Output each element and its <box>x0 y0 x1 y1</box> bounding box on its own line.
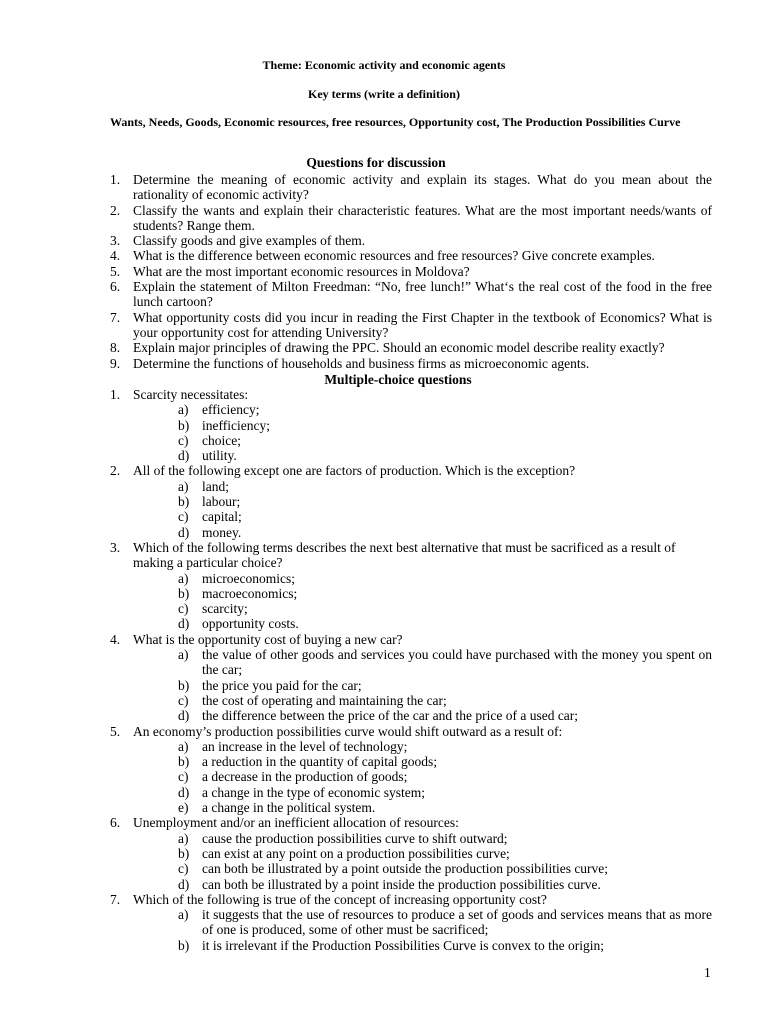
mcq-option-text: can exist at any point on a production possibilities curve; <box>202 845 510 861</box>
mcq-question-text: All of the following except one are factors of production. Which is the exception? <box>133 463 576 479</box>
mcq-question <box>110 815 712 891</box>
mcq-options <box>133 831 712 892</box>
mcq-option-text: the cost of operating and maintaining the car; <box>202 692 447 708</box>
discussion-item-number: 6. <box>110 279 121 295</box>
mcq-option-text: a reduction in the quantity of capital goods; <box>202 754 438 770</box>
mcq-option-letter: d) <box>178 616 190 632</box>
mcq-options <box>133 571 712 632</box>
mcq-option-letter: d) <box>178 876 190 892</box>
mcq-option <box>178 525 712 540</box>
mcq-question-text: An economy’s production possibilities curve would shift outward as a result of: <box>133 723 563 739</box>
mcq-option <box>178 846 712 861</box>
mcq-option-letter: d) <box>178 784 190 800</box>
mcq-option-text: scarcity; <box>202 601 248 617</box>
mcq-question-number: 5. <box>110 723 121 739</box>
mcq-heading: Multiple-choice questions <box>324 372 472 387</box>
discussion-heading: Questions for discussion <box>306 155 446 170</box>
discussion-item <box>110 248 712 263</box>
discussion-item <box>110 356 712 371</box>
discussion-item-text: Explain the statement of Milton Freedman: “No, free lunch!” What‘s the real cost of the food in the free lunch cartoon? <box>133 279 712 310</box>
mcq-option-letter: a) <box>178 738 189 754</box>
mcq-option <box>178 800 712 815</box>
mcq-option-text: a change in the type of economic system; <box>202 784 426 800</box>
key-terms-heading: Key terms (write a definition) <box>308 87 460 101</box>
discussion-item <box>110 279 712 310</box>
key-terms-list: Wants, Needs, Goods, Economic resources, free resources, Opportunity cost, The Production Possibilities Curve <box>110 115 681 129</box>
discussion-item-text: Determine the functions of households and business firms as microeconomic agents. <box>133 355 590 371</box>
mcq-option-letter: d) <box>178 524 190 540</box>
mcq-option-letter: c) <box>178 769 189 785</box>
discussion-item-number: 1. <box>110 172 121 187</box>
discussion-item-number: 4. <box>110 248 121 264</box>
mcq-option-text: a decrease in the production of goods; <box>202 769 408 785</box>
mcq-option <box>178 479 712 494</box>
mcq-question <box>110 387 712 463</box>
mcq-option-text: the value of other goods and services you could have purchased with the money you spent on the car; <box>202 647 712 678</box>
mcq-question-text: What is the opportunity cost of buying a new car? <box>133 631 403 647</box>
discussion-item <box>110 310 712 341</box>
mcq-option <box>178 571 712 586</box>
mcq-option-letter: c) <box>178 509 189 525</box>
mcq-option <box>178 708 712 723</box>
discussion-item-text: Determine the meaning of economic activity and explain its stages. What do you mean about the rationality of economic activity? <box>133 172 712 203</box>
discussion-item <box>110 203 712 234</box>
mcq-option <box>178 494 712 509</box>
mcq-question-text: Which of the following is true of the concept of increasing opportunity cost? <box>133 891 547 907</box>
mcq-question <box>110 463 712 539</box>
mcq-option-letter: b) <box>178 937 190 953</box>
mcq-option <box>178 586 712 601</box>
mcq-option-text: capital; <box>202 509 242 525</box>
mcq-option <box>178 448 712 463</box>
discussion-item-text: What is the difference between economic resources and free resources? Give concrete examples. <box>133 248 655 264</box>
mcq-question-number: 3. <box>110 539 121 555</box>
mcq-option-letter: a) <box>178 907 189 923</box>
discussion-item-text: What are the most important economic resources in Moldova? <box>133 263 470 279</box>
mcq-option-letter: d) <box>178 708 190 724</box>
mcq-option <box>178 861 712 876</box>
mcq-option <box>178 433 712 448</box>
mcq-question <box>110 724 712 816</box>
mcq-option-text: opportunity costs. <box>202 616 299 632</box>
mcq-option-letter: e) <box>178 800 189 816</box>
mcq-option-letter: c) <box>178 692 189 708</box>
mcq-options <box>133 402 712 463</box>
mcq-options <box>133 647 712 723</box>
discussion-item <box>110 340 712 355</box>
theme-title: Theme: Economic activity and economic agents <box>262 58 506 72</box>
mcq-option-text: money. <box>202 524 242 540</box>
discussion-item <box>110 233 712 248</box>
mcq-option-text: can both be illustrated by a point outside the production possibilities curve; <box>202 861 609 877</box>
mcq-option-letter: b) <box>178 754 190 770</box>
mcq-option-text: can both be illustrated by a point inside the production possibilities curve. <box>202 876 601 892</box>
mcq-question-number: 2. <box>110 463 121 479</box>
discussion-list <box>110 172 712 371</box>
mcq-option-text: microeconomics; <box>202 570 295 586</box>
mcq-option-text: an increase in the level of technology; <box>202 738 408 754</box>
mcq-question-number: 4. <box>110 631 121 647</box>
mcq-question-text: Unemployment and/or an inefficient allocation of resources: <box>133 815 459 831</box>
mcq-option-text: a change in the political system. <box>202 800 376 816</box>
mcq-option-text: the price you paid for the car; <box>202 677 362 693</box>
mcq-option <box>178 877 712 892</box>
mcq-question-number: 1. <box>110 387 121 402</box>
mcq-option-text: the difference between the price of the car and the price of a used car; <box>202 708 579 724</box>
mcq-option <box>178 754 712 769</box>
discussion-item-number: 9. <box>110 355 121 371</box>
mcq-option <box>178 907 712 938</box>
discussion-item-text: Classify goods and give examples of them. <box>133 233 366 249</box>
mcq-question-number: 6. <box>110 815 121 831</box>
mcq-option-text: it is irrelevant if the Production Possibilities Curve is convex to the origin; <box>202 937 604 953</box>
mcq-option-letter: a) <box>178 830 189 846</box>
mcq-option <box>178 785 712 800</box>
mcq-option-text: efficiency; <box>202 402 260 418</box>
page-number: 1 <box>704 965 711 980</box>
mcq-option <box>178 739 712 754</box>
mcq-option-letter: a) <box>178 570 189 586</box>
mcq-question <box>110 892 712 953</box>
discussion-item-number: 8. <box>110 340 121 356</box>
mcq-option-letter: c) <box>178 601 189 617</box>
mcq-option-letter: a) <box>178 647 189 663</box>
discussion-item-number: 7. <box>110 309 121 325</box>
mcq-option-letter: a) <box>178 402 189 418</box>
mcq-question <box>110 540 712 632</box>
mcq-options <box>133 479 712 540</box>
mcq-question-text: Which of the following terms describes the next best alternative that must be sacrificed as a result of making a particular choice? <box>133 539 676 571</box>
mcq-option-text: cause the production possibilities curve to shift outward; <box>202 830 508 846</box>
discussion-item <box>110 264 712 279</box>
mcq-option-letter: c) <box>178 861 189 877</box>
mcq-option <box>178 509 712 524</box>
mcq-option <box>178 678 712 693</box>
mcq-option-text: utility. <box>202 448 237 464</box>
mcq-question-number: 7. <box>110 891 121 907</box>
mcq-option-text: inefficiency; <box>202 417 270 433</box>
discussion-item <box>110 172 712 203</box>
mcq-option-text: land; <box>202 478 229 494</box>
mcq-option-letter: b) <box>178 417 190 433</box>
discussion-item-number: 2. <box>110 202 121 218</box>
discussion-item-number: 5. <box>110 263 121 279</box>
mcq-option <box>178 616 712 631</box>
discussion-item-text: Explain major principles of drawing the PPC. Should an economic model describe reality exactly? <box>133 340 665 356</box>
mcq-option <box>178 831 712 846</box>
mcq-option <box>178 402 712 417</box>
mcq-options <box>133 907 712 953</box>
mcq-option <box>178 938 712 953</box>
mcq-option-letter: a) <box>178 478 189 494</box>
mcq-options <box>133 739 712 815</box>
mcq-option-letter: d) <box>178 448 190 464</box>
mcq-question-text: Scarcity necessitates: <box>133 387 249 402</box>
mcq-option-letter: b) <box>178 494 190 510</box>
mcq-option <box>178 647 712 678</box>
mcq-option-text: it suggests that the use of resources to produce a set of goods and services means that as more of one is produced, some of other must be sacrificed; <box>202 907 712 938</box>
mcq-option-letter: b) <box>178 845 190 861</box>
mcq-option <box>178 693 712 708</box>
discussion-item-number: 3. <box>110 233 121 249</box>
mcq-option-text: macroeconomics; <box>202 585 298 601</box>
mcq-option-letter: c) <box>178 432 189 448</box>
discussion-item-text: What opportunity costs did you incur in reading the First Chapter in the textbook of Economics? What is your opportunity cost for attending University? <box>133 309 712 340</box>
mcq-question <box>110 632 712 724</box>
mcq-option-text: labour; <box>202 494 241 510</box>
mcq-option <box>178 769 712 784</box>
discussion-item-text: Classify the wants and explain their characteristic features. What are the most important needs/wants of students? Range them. <box>133 202 712 233</box>
mcq-list <box>110 387 712 953</box>
mcq-option-letter: b) <box>178 585 190 601</box>
mcq-option <box>178 601 712 616</box>
mcq-option-letter: b) <box>178 677 190 693</box>
mcq-option <box>178 418 712 433</box>
mcq-option-text: choice; <box>202 432 241 448</box>
